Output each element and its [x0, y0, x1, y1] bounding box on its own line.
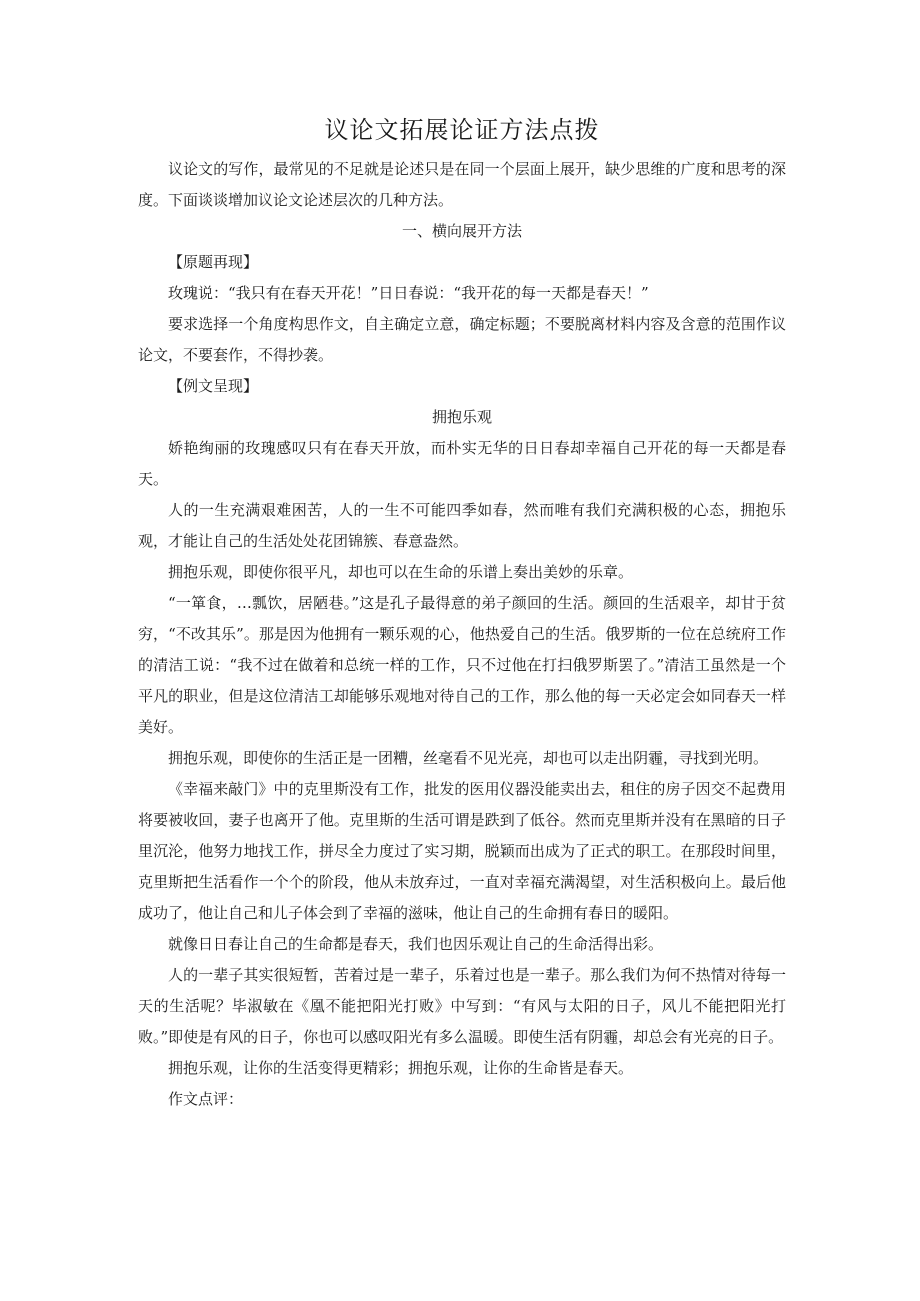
essay-paragraph: 娇艳绚丽的玫瑰感叹只有在春天开放，而朴实无华的日日春却幸福自己开花的每一天都是春天。 — [138, 439, 786, 488]
essay-paragraph: 拥抱乐观，即使你很平凡，却也可以在生命的乐谱上奏出美妙的乐章。 — [168, 563, 634, 581]
original-prompt-label: 【原题再现】 — [168, 253, 259, 271]
essay-paragraph: 拥抱乐观，即使你的生活正是一团糟，丝毫看不见光亮，却也可以走出阴霾，寻找到光明。 — [168, 749, 769, 767]
section-heading: 一、横向展开方法 — [401, 222, 522, 240]
comment-label: 作文点评： — [168, 1090, 244, 1108]
document-page — [138, 112, 786, 1115]
document-title: 议论文拓展论证方法点拨 — [324, 116, 600, 144]
intro-paragraph: 议论文的写作，最常见的不足就是论述只是在同一个层面上展开，缺少思维的广度和思考的深度。下面谈谈增加议论文论述层次的几种方法。 — [138, 160, 786, 209]
essay-paragraph: 人的一辈子其实很短暂，苦着过是一辈子，乐着过也是一辈子。那么我们为何不热情对待每一天的生活呢？毕淑敏在《凰不能把阳光打败》中写到：“有风与太阳的日子，风儿不能把阳光打败。”即使是有风的日子，你也可以感叹阳光有多么温暖。即使生活有阴霾，却总会有光亮的日子。 — [138, 966, 786, 1046]
essay-paragraph: 拥抱乐观，让你的生活变得更精彩；拥抱乐观，让你的生命皆是春天。 — [168, 1059, 634, 1077]
essay-paragraph: 就像日日春让自己的生命都是春天，我们也因乐观让自己的生命活得出彩。 — [168, 935, 664, 953]
essay-paragraph: “一箪食，…瓢饮，居陋巷。”这是孔子最得意的弟子颜回的生活。颜回的生活艰辛，却甘于贫穷，“不改其乐”。那是因为他拥有一颗乐观的心，他热爱自己的生活。俄罗斯的一位在总统府工作的清洁工说：“我不过在做着和总统一样的工作，只不过他在打扫俄罗斯罢了。”清洁工虽然是一个平凡的职业，但是这位清洁工却能够乐观地对待自己的工作，那么他的每一天必定会如同春天一样美好。 — [138, 594, 786, 736]
essay-title: 拥抱乐观 — [431, 408, 492, 426]
essay-paragraph: 人的一生充满艰难困苦，人的一生不可能四季如春，然而唯有我们充满积极的心态，拥抱乐观，才能让自己的生活处处花团锦簇、春意盎然。 — [138, 501, 786, 550]
example-label: 【例文呈现】 — [168, 377, 259, 395]
prompt-requirement: 要求选择一个角度构思作文，自主确定立意，确定标题；不要脱离材料内容及含意的范围作议论文，不要套作，不得抄袭。 — [138, 315, 786, 364]
prompt-quote: 玫瑰说：“我只有在春天开花！”日日春说：“我开花的每一天都是春天！” — [168, 284, 649, 302]
essay-paragraph: 《幸福来敲门》中的克里斯没有工作，批发的医用仪器没能卖出去，租住的房子因交不起费用将要被收回，妻子也离开了他。克里斯的生活可谓是跌到了低谷。然而克里斯并没有在黑暗的日子里沉沦，他努力地找工作，拼尽全力度过了实习期，脱颖而出成为了正式的职工。在那段时间里，克里斯把生活看作一个个的阶段，他从未放弃过，一直对幸福充满渴望，对生活积极向上。最后他成功了，他让自己和儿子体会到了幸福的滋味，他让自己的生命拥有春日的暖阳。 — [138, 780, 786, 922]
